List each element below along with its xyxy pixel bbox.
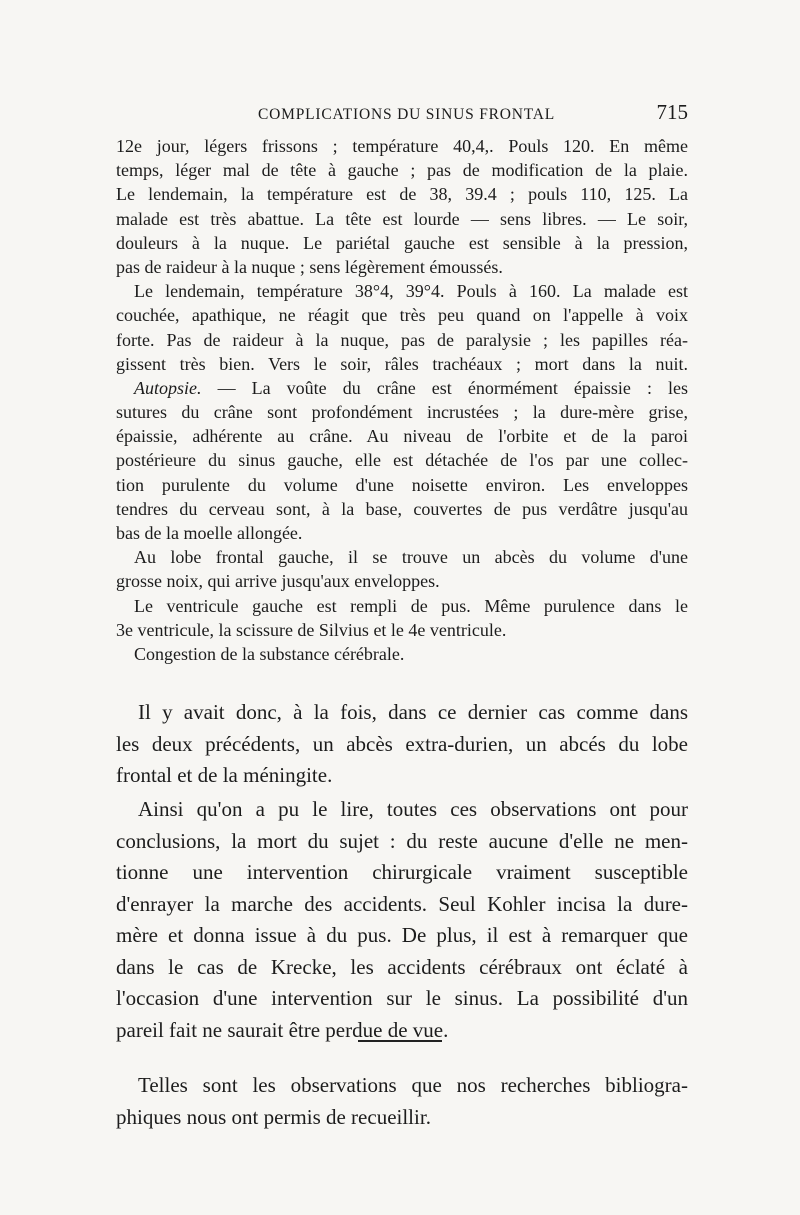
text-line — [116, 376, 688, 400]
text-line: temps, léger mal de tête à gauche ; pas de modification de la plaie. — [116, 160, 688, 181]
text-line: 3e ventricule, la scissure de Silvius et le 4e ventricule. — [116, 619, 507, 640]
text-line: Congestion de la substance cérébrale. — [134, 643, 405, 664]
text-line: postérieure du sinus gauche, elle est détachée de l'os par une collec- — [116, 450, 688, 471]
text-line: épaissie, adhérente au crâne. Au niveau de l'orbite et de la paroi — [116, 426, 688, 447]
page-number: 715 — [656, 100, 688, 124]
discussion-paragraph-2 — [116, 794, 688, 1046]
text-line: Le ventricule gauche est rempli de pus. Même purulence dans le — [134, 595, 688, 616]
text-line: tionne une intervention chirurgicale vraiment susceptible — [116, 860, 688, 884]
text-line: tendres du cerveau sont, à la base, couvertes de pus verdâtre jusqu'au — [116, 498, 688, 519]
text-line: Au lobe frontal gauche, il se trouve un abcès du volume d'une — [134, 547, 688, 568]
text-line: les deux précédents, un abcès extra-durien, un abcés du lobe — [116, 731, 688, 756]
text-line: pas de raideur à la nuque ; sens légèrement émoussés. — [116, 256, 503, 277]
text-line: forte. Pas de raideur à la nuque, pas de paralysie ; les papilles réa- — [116, 329, 688, 350]
text-line: couchée, apathique, ne réagit que très peu quand on l'appelle à voix — [116, 305, 688, 326]
observation-text — [116, 134, 688, 666]
text-line: sutures du crâne sont profondément incrustées ; la dure-mère grise, — [116, 402, 688, 423]
text-line: Ainsi qu'on a pu le lire, toutes ces observations ont pour — [138, 797, 688, 821]
running-head: COMPLICATIONS DU SINUS FRONTAL — [258, 106, 556, 123]
text-line: Il y avait donc, à la fois, dans ce dernier cas comme dans — [138, 700, 688, 724]
closing-paragraph — [116, 1070, 688, 1133]
text-line: bas de la moelle allongée. — [116, 523, 303, 543]
discussion-paragraph-1 — [116, 697, 688, 792]
text-line: mère et donna issue à du pus. De plus, il est à remarquer que — [116, 923, 688, 947]
text-run: — La voûte du crâne est énormément épaissie : les — [201, 377, 688, 398]
text-line: grosse noix, qui arrive jusqu'aux enveloppes. — [116, 571, 440, 592]
text-line: gissent très bien. Vers le soir, râles trachéaux ; mort dans la nuit. — [116, 353, 688, 374]
text-line: tion purulente du volume d'une noisette environ. Les enveloppes — [116, 474, 688, 495]
text-line: phiques nous ont permis de recueillir. — [116, 1104, 431, 1129]
text-line: malade est très abattue. La tête est lourde — sens libres. — Le soir, — [116, 208, 688, 229]
text-line: d'enrayer la marche des accidents. Seul Kohler incisa la dure- — [116, 891, 688, 916]
text-line: Le lendemain, température 38°4, 39°4. Pouls à 160. La malade est — [134, 281, 688, 302]
page-header — [118, 100, 688, 130]
text-line: conclusions, la mort du sujet : du reste aucune d'elle ne men- — [116, 828, 688, 853]
text-line: 12e jour, légers frissons ; température 40,4,. Pouls 120. En même — [116, 136, 688, 156]
text-line: Le lendemain, la température est de 38, 39.4 ; pouls 110, 125. La — [116, 184, 688, 205]
text-line: frontal et de la méningite. — [116, 763, 333, 787]
text-line: l'occasion d'une intervention sur le sinus. La possibilité d'un — [116, 986, 688, 1010]
section-divider — [358, 1040, 442, 1042]
autopsie-heading: Autopsie. — [134, 377, 202, 398]
text-line: douleurs à la nuque. Le pariétal gauche est sensible à la pression, — [116, 232, 688, 253]
text-line: pareil fait ne saurait être perdue de vue. — [116, 1017, 449, 1042]
text-line: dans le cas de Krecke, les accidents cérébraux ont éclaté à — [116, 954, 688, 979]
text-line: Telles sont les observations que nos recherches bibliogra- — [138, 1073, 688, 1097]
